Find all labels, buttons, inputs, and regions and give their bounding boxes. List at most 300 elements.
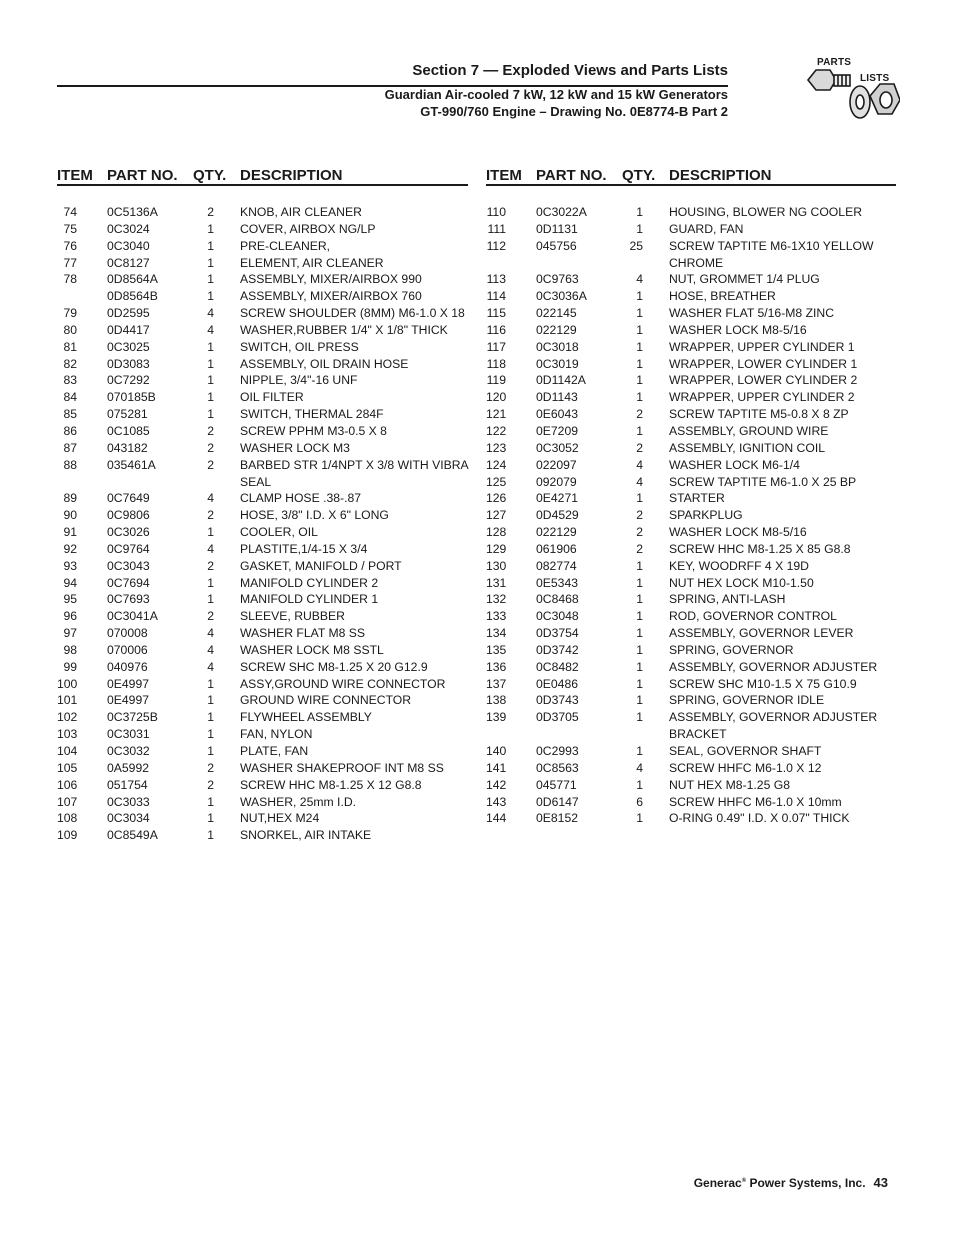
part-number: 0D4529 bbox=[536, 508, 579, 523]
col-description: DESCRIPTION bbox=[240, 167, 343, 184]
description: FLYWHEEL ASSEMBLY bbox=[240, 710, 372, 725]
item-number: 110 bbox=[486, 205, 506, 219]
item-number: 92 bbox=[63, 541, 77, 556]
quantity: 2 bbox=[207, 205, 214, 219]
part-number: 0D4417 bbox=[107, 322, 150, 337]
table-row bbox=[57, 372, 468, 389]
part-number: 0C7694 bbox=[107, 575, 150, 590]
item-number: 97 bbox=[63, 626, 77, 641]
quantity: 4 bbox=[636, 760, 643, 775]
document-subtitle: Guardian Air-cooled 7 kW, 12 kW and 15 kW Generators bbox=[384, 87, 728, 102]
part-number: 0D8564B bbox=[107, 289, 158, 304]
description: SCREW HHFC M6-1.0 X 10mm bbox=[669, 794, 842, 809]
quantity: 1 bbox=[207, 794, 214, 809]
description: SEAL, GOVERNOR SHAFT bbox=[669, 744, 822, 758]
item-number: 89 bbox=[63, 491, 77, 506]
quantity: 1 bbox=[207, 238, 214, 253]
footer-company-rest: Power Systems, Inc. bbox=[746, 1176, 866, 1190]
quantity: 1 bbox=[207, 255, 214, 270]
item-number: 114 bbox=[486, 289, 506, 304]
table-row bbox=[57, 288, 468, 305]
table-row bbox=[486, 474, 896, 491]
parts-list-right bbox=[486, 204, 896, 827]
item-number: 140 bbox=[486, 744, 507, 758]
item-number: 136 bbox=[486, 659, 507, 674]
page-footer bbox=[694, 1175, 888, 1190]
quantity: 2 bbox=[636, 508, 643, 523]
quantity: 2 bbox=[207, 558, 214, 573]
quantity: 1 bbox=[636, 710, 643, 725]
description: SPRING, GOVERNOR bbox=[669, 642, 794, 657]
part-number: 075281 bbox=[107, 407, 148, 422]
part-number: 0C3019 bbox=[536, 356, 579, 371]
table-row bbox=[57, 339, 468, 356]
quantity: 1 bbox=[636, 811, 643, 826]
description: SPARKPLUG bbox=[669, 508, 743, 523]
quantity: 1 bbox=[636, 289, 643, 304]
quantity: 2 bbox=[207, 609, 214, 624]
quantity: 4 bbox=[636, 474, 643, 489]
item-number: 126 bbox=[486, 491, 507, 506]
part-number: 0C3024 bbox=[107, 221, 150, 236]
part-number: 070185B bbox=[107, 390, 156, 405]
item-number: 85 bbox=[63, 407, 77, 422]
item-number: 144 bbox=[486, 811, 507, 826]
item-number: 108 bbox=[57, 811, 78, 826]
item-number: 99 bbox=[63, 659, 77, 674]
description: SCREW SHC M8-1.25 X 20 G12.9 bbox=[240, 659, 428, 674]
table-row bbox=[486, 406, 896, 423]
table-row bbox=[486, 692, 896, 709]
description: MANIFOLD CYLINDER 1 bbox=[240, 592, 379, 607]
table-row bbox=[486, 760, 896, 777]
table-row bbox=[57, 743, 468, 760]
table-row bbox=[57, 221, 468, 238]
description: FAN, NYLON bbox=[240, 727, 313, 742]
description: STARTER bbox=[669, 491, 725, 506]
description: WASHER, 25mm I.D. bbox=[240, 794, 357, 809]
table-row bbox=[57, 389, 468, 406]
quantity: 1 bbox=[207, 339, 214, 354]
quantity: 4 bbox=[207, 306, 214, 321]
item-number: 124 bbox=[486, 457, 507, 472]
description: WASHER FLAT M8 SS bbox=[240, 626, 366, 641]
part-number: 0C3041A bbox=[107, 609, 158, 624]
drawing-number: GT-990/760 Engine – Drawing No. 0E8774-B Part 2 bbox=[420, 104, 728, 119]
description: BARBED STR 1/4NPT X 3/8 WITH VIBRA bbox=[240, 457, 469, 472]
quantity: 1 bbox=[636, 693, 643, 708]
part-number: 040976 bbox=[107, 659, 148, 674]
item-number: 141 bbox=[486, 760, 507, 775]
table-row bbox=[57, 541, 468, 558]
description: SCREW PPHM M3-0.5 X 8 bbox=[240, 423, 387, 438]
quantity: 4 bbox=[207, 659, 214, 674]
item-number: 127 bbox=[486, 508, 507, 523]
part-number: 0C3036A bbox=[536, 289, 587, 304]
part-number: 0E4997 bbox=[107, 693, 150, 708]
table-row bbox=[486, 743, 896, 760]
description: GASKET, MANIFOLD / PORT bbox=[240, 558, 402, 573]
table-row bbox=[486, 288, 896, 305]
table-row bbox=[486, 659, 896, 676]
quantity: 1 bbox=[207, 525, 214, 540]
part-number: 0E8152 bbox=[536, 811, 579, 826]
part-number: 0E0486 bbox=[536, 676, 579, 691]
part-number: 0C7649 bbox=[107, 491, 150, 506]
part-number: 070008 bbox=[107, 626, 148, 641]
table-row bbox=[57, 709, 468, 726]
part-number: 0C8468 bbox=[536, 592, 579, 607]
table-row bbox=[486, 794, 896, 811]
quantity: 2 bbox=[636, 541, 643, 556]
description: SCREW HHC M8-1.25 X 85 G8.8 bbox=[669, 541, 851, 556]
table-row bbox=[57, 490, 468, 507]
description: SWITCH, THERMAL 284F bbox=[240, 407, 384, 422]
table-row bbox=[486, 305, 896, 322]
table-row bbox=[57, 322, 468, 339]
col-part-no: PART NO. bbox=[536, 167, 607, 184]
part-number: 0C7693 bbox=[107, 592, 150, 607]
item-number: 77 bbox=[63, 255, 77, 270]
table-row bbox=[57, 794, 468, 811]
description: PLATE, FAN bbox=[240, 744, 309, 758]
item-number: 102 bbox=[57, 710, 78, 725]
quantity: 2 bbox=[207, 760, 214, 775]
part-number: 0C3043 bbox=[107, 558, 150, 573]
item-number: 93 bbox=[63, 558, 77, 573]
item-number: 101 bbox=[57, 693, 78, 708]
part-number: 022129 bbox=[536, 322, 577, 337]
table-row bbox=[57, 726, 468, 743]
description-continued: SEAL bbox=[240, 474, 272, 489]
table-row bbox=[486, 676, 896, 693]
item-number: 131 bbox=[486, 575, 507, 590]
part-number: 0C3026 bbox=[107, 525, 150, 540]
item-number: 90 bbox=[63, 508, 77, 523]
table-row bbox=[486, 625, 896, 642]
table-row bbox=[486, 339, 896, 356]
item-number: 107 bbox=[57, 794, 78, 809]
quantity: 6 bbox=[636, 794, 643, 809]
description: WASHER SHAKEPROOF INT M8 SS bbox=[240, 760, 444, 775]
table-row bbox=[486, 204, 896, 221]
registered-mark: ® bbox=[741, 1178, 747, 1184]
quantity: 1 bbox=[636, 491, 643, 506]
quantity: 1 bbox=[636, 322, 643, 337]
table-row bbox=[57, 507, 468, 524]
description: ASSEMBLY, OIL DRAIN HOSE bbox=[240, 356, 409, 371]
part-number: 0C3032 bbox=[107, 744, 150, 758]
part-number: 0C7292 bbox=[107, 373, 150, 388]
table-row bbox=[486, 777, 896, 794]
item-number: 137 bbox=[486, 676, 507, 691]
part-number: 0C3048 bbox=[536, 609, 579, 624]
quantity: 1 bbox=[207, 592, 214, 607]
item-number: 118 bbox=[486, 356, 506, 371]
item-number: 111 bbox=[487, 221, 506, 236]
description-continued: CHROME bbox=[669, 255, 724, 270]
table-row bbox=[57, 524, 468, 541]
table-header-right bbox=[486, 166, 896, 186]
description: SPRING, ANTI-LASH bbox=[669, 592, 786, 607]
description: ASSEMBLY, MIXER/AIRBOX 760 bbox=[240, 289, 422, 304]
page-number: 43 bbox=[873, 1175, 888, 1190]
table-row bbox=[486, 709, 896, 743]
quantity: 4 bbox=[207, 541, 214, 556]
part-number: 0C3040 bbox=[107, 238, 150, 253]
description: NUT HEX LOCK M10-1.50 bbox=[669, 575, 814, 590]
description: WASHER LOCK M8-5/16 bbox=[669, 322, 807, 337]
description: HOSE, BREATHER bbox=[669, 289, 776, 304]
col-item: ITEM bbox=[486, 167, 522, 184]
table-row bbox=[57, 406, 468, 423]
item-number: 128 bbox=[486, 525, 507, 540]
table-row bbox=[57, 642, 468, 659]
part-number: 0C3022A bbox=[536, 205, 587, 219]
quantity: 1 bbox=[636, 373, 643, 388]
section-title: Section 7 — Exploded Views and Parts Lists bbox=[412, 62, 728, 79]
description: HOSE, 3/8" I.D. X 6" LONG bbox=[240, 508, 389, 523]
part-number: 0D3705 bbox=[536, 710, 579, 725]
quantity: 1 bbox=[636, 575, 643, 590]
quantity: 2 bbox=[207, 508, 214, 523]
quantity: 1 bbox=[636, 777, 643, 792]
table-row bbox=[57, 827, 468, 844]
part-number: 0A5992 bbox=[107, 760, 150, 775]
item-number: 105 bbox=[57, 760, 78, 775]
quantity: 4 bbox=[636, 457, 643, 472]
description: ELEMENT, AIR CLEANER bbox=[240, 255, 384, 270]
description: SNORKEL, AIR INTAKE bbox=[240, 828, 372, 843]
quantity: 2 bbox=[636, 525, 643, 540]
table-header-left bbox=[57, 166, 468, 186]
description: ASSEMBLY, MIXER/AIRBOX 990 bbox=[240, 272, 422, 287]
table-row bbox=[486, 389, 896, 406]
quantity: 1 bbox=[207, 744, 214, 758]
item-number: 123 bbox=[486, 440, 507, 455]
item-number: 115 bbox=[486, 306, 506, 321]
item-number: 84 bbox=[63, 390, 77, 405]
part-number: 0C8127 bbox=[107, 255, 150, 270]
quantity: 1 bbox=[207, 710, 214, 725]
part-number: 082774 bbox=[536, 558, 577, 573]
part-number: 0D3742 bbox=[536, 642, 579, 657]
part-number: 045771 bbox=[536, 777, 577, 792]
quantity: 4 bbox=[207, 322, 214, 337]
item-number: 96 bbox=[63, 609, 77, 624]
table-row bbox=[57, 356, 468, 373]
description: SCREW TAPTITE M5-0.8 X 8 ZP bbox=[669, 407, 849, 422]
logo-text-lists: LISTS bbox=[860, 73, 890, 84]
table-row bbox=[57, 305, 468, 322]
table-row bbox=[57, 204, 468, 221]
table-row bbox=[486, 591, 896, 608]
quantity: 4 bbox=[207, 626, 214, 641]
table-row bbox=[486, 575, 896, 592]
item-number: 98 bbox=[63, 642, 77, 657]
description: ROD, GOVERNOR CONTROL bbox=[669, 609, 837, 624]
quantity: 1 bbox=[636, 659, 643, 674]
col-part-no: PART NO. bbox=[107, 167, 178, 184]
description: NIPPLE, 3/4"-16 UNF bbox=[240, 373, 358, 388]
table-row bbox=[57, 676, 468, 693]
quantity: 1 bbox=[636, 339, 643, 354]
part-number: 0E4271 bbox=[536, 491, 579, 506]
item-number: 133 bbox=[486, 609, 507, 624]
description: ASSEMBLY, IGNITION COIL bbox=[669, 440, 825, 455]
description: KNOB, AIR CLEANER bbox=[240, 205, 362, 219]
part-number: 070006 bbox=[107, 642, 148, 657]
quantity: 25 bbox=[629, 238, 643, 253]
item-number: 79 bbox=[63, 306, 77, 321]
part-number: 0C9764 bbox=[107, 541, 150, 556]
table-row bbox=[486, 558, 896, 575]
part-number: 035461A bbox=[107, 457, 156, 472]
table-row bbox=[486, 507, 896, 524]
table-row bbox=[486, 221, 896, 238]
item-number: 83 bbox=[63, 373, 77, 388]
table-row bbox=[57, 810, 468, 827]
part-number: 043182 bbox=[107, 440, 148, 455]
part-number: 051754 bbox=[107, 777, 148, 792]
quantity: 1 bbox=[207, 828, 214, 843]
part-number: 0C2993 bbox=[536, 744, 579, 758]
part-number: 0D1143 bbox=[536, 390, 578, 405]
table-row bbox=[486, 238, 896, 272]
part-number: 0C9806 bbox=[107, 508, 150, 523]
quantity: 1 bbox=[207, 811, 214, 826]
quantity: 1 bbox=[636, 592, 643, 607]
item-number: 76 bbox=[63, 238, 77, 253]
quantity: 1 bbox=[207, 390, 214, 405]
item-number: 100 bbox=[57, 676, 78, 691]
item-number: 117 bbox=[486, 339, 506, 354]
quantity: 1 bbox=[636, 306, 643, 321]
description: CLAMP HOSE .38-.87 bbox=[240, 491, 362, 506]
description: PRE-CLEANER, bbox=[240, 238, 331, 253]
col-qty: QTY. bbox=[193, 167, 227, 184]
description: PLASTITE,1/4-15 X 3/4 bbox=[240, 541, 368, 556]
item-number: 125 bbox=[486, 474, 507, 489]
description: KEY, WOODRFF 4 X 19D bbox=[669, 558, 809, 573]
quantity: 1 bbox=[207, 727, 214, 742]
quantity: 1 bbox=[636, 642, 643, 657]
description: WRAPPER, UPPER CYLINDER 2 bbox=[669, 390, 855, 405]
item-number: 81 bbox=[63, 339, 77, 354]
table-row bbox=[486, 524, 896, 541]
table-row bbox=[486, 372, 896, 389]
description-continued: BRACKET bbox=[669, 727, 727, 742]
quantity: 1 bbox=[636, 558, 643, 573]
item-number: 138 bbox=[486, 693, 507, 708]
table-row bbox=[57, 255, 468, 272]
quantity: 2 bbox=[207, 457, 214, 472]
part-number: 0D2595 bbox=[107, 306, 150, 321]
quantity: 1 bbox=[636, 356, 643, 371]
part-number: 0D1131 bbox=[536, 221, 578, 236]
logo-text-parts: PARTS bbox=[817, 57, 852, 68]
table-row bbox=[57, 692, 468, 709]
item-number: 74 bbox=[63, 205, 77, 219]
description: WRAPPER, UPPER CYLINDER 1 bbox=[669, 339, 855, 354]
table-row bbox=[57, 760, 468, 777]
table-row bbox=[57, 440, 468, 457]
quantity: 2 bbox=[636, 440, 643, 455]
quantity: 1 bbox=[207, 356, 214, 371]
quantity: 2 bbox=[207, 440, 214, 455]
footer-company: Generac bbox=[693, 1176, 742, 1190]
description: WRAPPER, LOWER CYLINDER 2 bbox=[669, 373, 858, 388]
quantity: 1 bbox=[207, 221, 214, 236]
table-row bbox=[57, 608, 468, 625]
description: OIL FILTER bbox=[240, 390, 304, 405]
quantity: 1 bbox=[636, 423, 643, 438]
item-number: 91 bbox=[63, 525, 77, 540]
description: SCREW TAPTITE M6-1.0 X 25 BP bbox=[669, 474, 857, 489]
item-number: 120 bbox=[486, 390, 507, 405]
item-number: 94 bbox=[63, 575, 77, 590]
table-row bbox=[486, 356, 896, 373]
quantity: 1 bbox=[207, 676, 214, 691]
quantity: 1 bbox=[207, 289, 214, 304]
table-row bbox=[57, 271, 468, 288]
description: WASHER FLAT 5/16-M8 ZINC bbox=[669, 306, 835, 321]
item-number: 86 bbox=[63, 423, 77, 438]
item-number: 88 bbox=[63, 457, 77, 472]
item-number: 142 bbox=[486, 777, 507, 792]
item-number: 139 bbox=[486, 710, 507, 725]
item-number: 112 bbox=[486, 238, 506, 253]
item-number: 113 bbox=[486, 272, 506, 287]
part-number: 0C3031 bbox=[107, 727, 150, 742]
table-row bbox=[486, 541, 896, 558]
quantity: 1 bbox=[636, 221, 643, 236]
item-number: 143 bbox=[486, 794, 507, 809]
table-row bbox=[486, 608, 896, 625]
part-number: 092079 bbox=[536, 474, 577, 489]
description: GROUND WIRE CONNECTOR bbox=[240, 693, 412, 708]
parts-list-left bbox=[57, 204, 468, 844]
part-number: 0D3754 bbox=[536, 626, 579, 641]
col-qty: QTY. bbox=[622, 167, 656, 184]
quantity: 2 bbox=[207, 423, 214, 438]
quantity: 1 bbox=[207, 373, 214, 388]
quantity: 4 bbox=[207, 642, 214, 657]
table-row bbox=[57, 777, 468, 794]
part-number: 0E4997 bbox=[107, 676, 150, 691]
part-number: 0C8549A bbox=[107, 828, 158, 843]
table-row bbox=[486, 810, 896, 827]
description: SLEEVE, RUBBER bbox=[240, 609, 345, 624]
table-row bbox=[486, 457, 896, 474]
table-row bbox=[57, 591, 468, 608]
part-number: 022097 bbox=[536, 457, 577, 472]
item-number: 82 bbox=[63, 356, 77, 371]
part-number: 0C3018 bbox=[536, 339, 579, 354]
description: O-RING 0.49" I.D. X 0.07" THICK bbox=[669, 811, 850, 826]
part-number: 0D1142A bbox=[536, 373, 586, 388]
description: COVER, AIRBOX NG/LP bbox=[240, 221, 376, 236]
table-row bbox=[486, 271, 896, 288]
quantity: 2 bbox=[207, 777, 214, 792]
item-number: 132 bbox=[486, 592, 507, 607]
description: SPRING, GOVERNOR IDLE bbox=[669, 693, 825, 708]
item-number: 95 bbox=[63, 592, 77, 607]
part-number: 0E6043 bbox=[536, 407, 579, 422]
description: SWITCH, OIL PRESS bbox=[240, 339, 359, 354]
part-number: 0E7209 bbox=[536, 423, 579, 438]
item-number: 104 bbox=[57, 744, 78, 758]
